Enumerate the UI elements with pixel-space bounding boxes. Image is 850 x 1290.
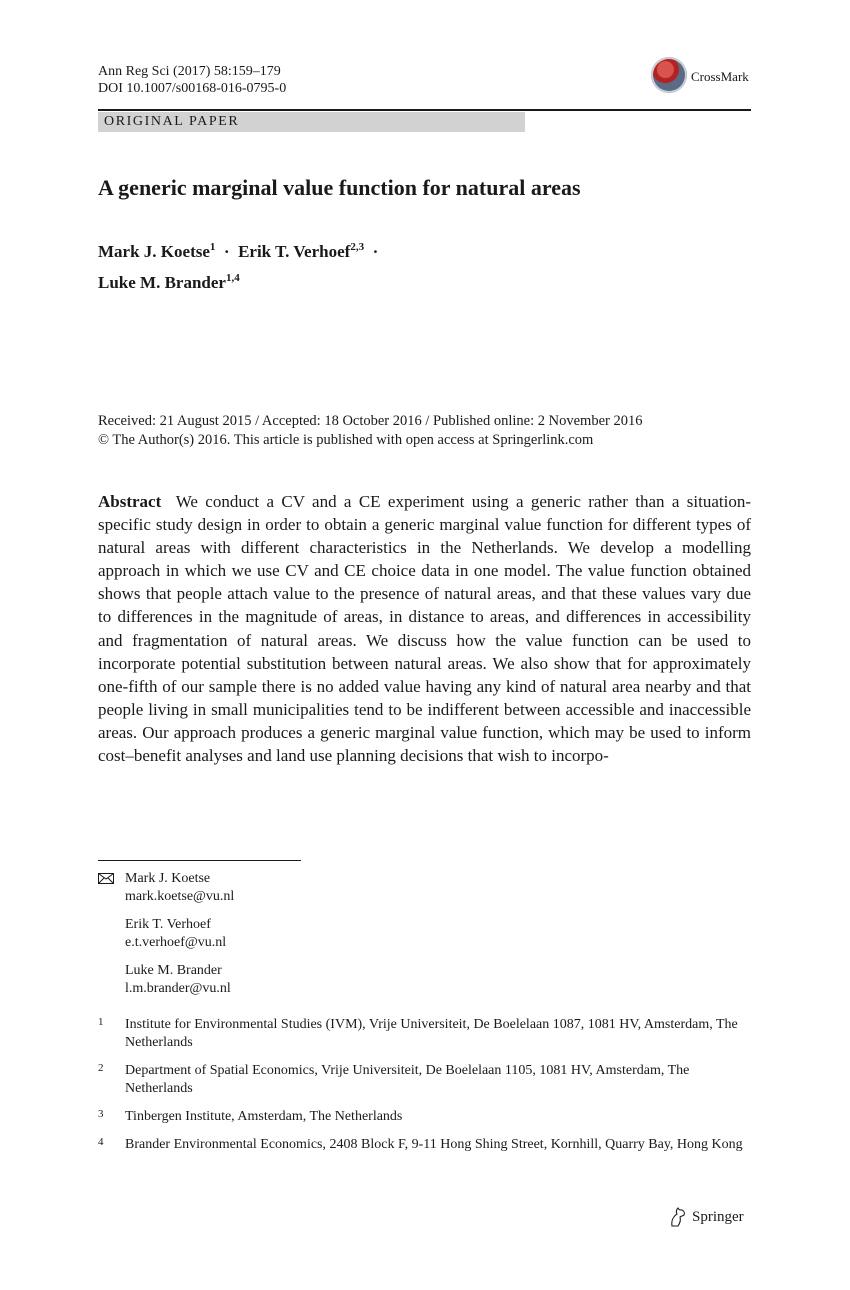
affiliation-number: 3 xyxy=(98,1108,104,1120)
crossmark-icon xyxy=(651,57,687,93)
author-affiliation-mark: 1 xyxy=(209,241,216,253)
abstract-heading: Abstract xyxy=(98,492,162,511)
affiliation-item xyxy=(98,1136,751,1154)
copyright-line: © The Author(s) 2016. This article is published with open access at Springerlink.com xyxy=(98,432,594,448)
publication-dates xyxy=(98,412,642,450)
header-rule xyxy=(98,109,751,111)
crossmark-label: CrossMark xyxy=(691,69,749,84)
contact-entry xyxy=(98,916,751,952)
doi-line[interactable]: DOI 10.1007/s00168-016-0795-0 xyxy=(98,81,287,96)
affiliation-item xyxy=(98,1016,751,1052)
affiliation-text: Brander Environmental Economics, 2408 Block F, 9-11 Hong Shing Street, Kornhill, Quarry Bay, Hong Kong xyxy=(125,1137,743,1152)
contact-name: Erik T. Verhoef xyxy=(125,917,211,932)
affiliation-item xyxy=(98,1062,751,1098)
journal-citation xyxy=(98,63,286,97)
author-line-2 xyxy=(98,265,378,296)
article-type-banner: ORIGINAL PAPER xyxy=(98,112,525,132)
contact-name: Luke M. Brander xyxy=(125,963,222,978)
contact-entry xyxy=(98,962,751,998)
author-affiliation-mark: 2,3 xyxy=(350,241,365,253)
affiliation-text: Department of Spatial Economics, Vrije Universiteit, De Boelelaan 1105, 1081 HV, Amsterdam, The Netherlands xyxy=(125,1063,690,1096)
affiliation-text: Institute for Environmental Studies (IVM), Vrije Universiteit, De Boelelaan 1087, 1081 HV, Amsterdam, The Netherlands xyxy=(125,1017,738,1050)
contact-email[interactable]: e.t.verhoef@vu.nl xyxy=(125,935,227,950)
envelope-icon xyxy=(98,873,114,884)
citation-line: Ann Reg Sci (2017) 58:159–179 xyxy=(98,64,281,79)
crossmark-badge[interactable] xyxy=(651,57,761,97)
contact-email[interactable]: l.m.brander@vu.nl xyxy=(125,981,231,996)
author-name: Mark J. Koetse xyxy=(98,242,210,261)
author-name: Erik T. Verhoef xyxy=(238,242,351,261)
author-name: Luke M. Brander xyxy=(98,273,226,292)
contact-name: Mark J. Koetse xyxy=(125,871,211,886)
contact-entry xyxy=(98,870,751,906)
affiliation-number: 1 xyxy=(98,1016,104,1028)
publisher-logo xyxy=(668,1206,758,1230)
affiliation-item xyxy=(98,1108,751,1126)
contact-list xyxy=(98,870,751,1008)
affiliation-list xyxy=(98,1016,751,1164)
abstract xyxy=(98,490,751,767)
history-line: Received: 21 August 2015 / Accepted: 18 October 2016 / Published online: 2 November 2016 xyxy=(98,413,643,429)
publisher-name: Springer xyxy=(692,1209,744,1225)
contact-email[interactable]: mark.koetse@vu.nl xyxy=(125,889,235,904)
author-affiliation-mark: 1,4 xyxy=(225,272,240,284)
affiliation-text: Tinbergen Institute, Amsterdam, The Netherlands xyxy=(125,1109,403,1124)
footnote-rule xyxy=(98,860,301,861)
affiliation-number: 4 xyxy=(98,1136,104,1148)
springer-horse-icon xyxy=(668,1206,688,1228)
paper-title: A generic marginal value function for natural areas xyxy=(98,175,581,200)
affiliation-number: 2 xyxy=(98,1062,104,1074)
author-line-1: Mark J. Koetse$^1$ · Erik T. Verhoef$^{2,3}$ · xyxy=(98,241,379,261)
author-list xyxy=(98,234,378,296)
abstract-text: We conduct a CV and a CE experiment using a generic rather than a situation-specific study design in order to obtain a generic marginal value function for different types of natural areas with different characteristics in the Netherlands. We develop a modelling approach in which we use CV and CE choice data in one model. The value function obtained shows that people attach value to the presence of natural areas, and that these values vary due to differences in the magnitude of areas, in distance to areas, and differences in accessibility and fragmentation of natural areas. We discuss how the value function can be used to incorporate potential substitution between natural areas. We also show that for approximately one-fifth of our sample there is no added value having any kind of natural area nearby and that people living in small municipalities tend to be indifferent between accessible and inaccessible areas. Our approach produces a generic marginal value function, which may be used to inform cost–benefit analyses and land use planning decisions that wish to incorpo- xyxy=(98,492,751,766)
